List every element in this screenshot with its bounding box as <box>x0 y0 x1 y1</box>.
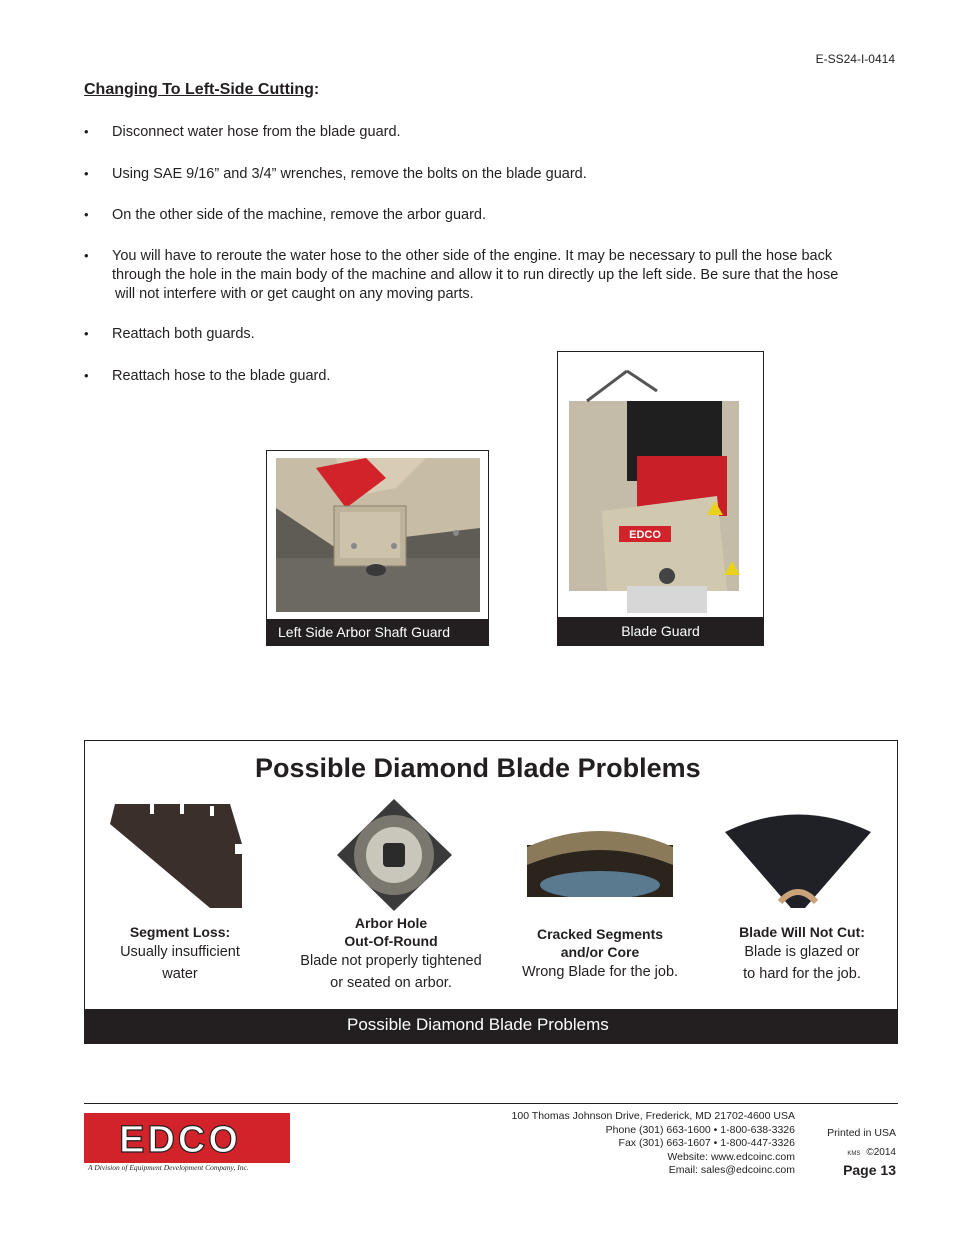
blade-guard-figure <box>557 351 764 646</box>
arbor-hole-photo <box>337 799 452 911</box>
cracked-segments-photo <box>527 825 673 897</box>
problem-heading: and/or Core <box>560 944 640 960</box>
problem-heading: Out-Of-Round <box>344 933 438 949</box>
footer-contact <box>480 1110 795 1178</box>
document-code: E-SS24-I-0414 <box>815 52 895 66</box>
page-number: Page 13 <box>843 1162 896 1178</box>
problem-description: or seated on arbor. <box>330 975 452 991</box>
section-title-colon: : <box>313 81 320 98</box>
blade-guard-caption: Blade Guard <box>558 617 763 645</box>
list-item-text: Reattach both guards. <box>112 326 255 342</box>
blade-will-not-cut-photo <box>725 812 871 908</box>
problem-heading: Cracked Segments <box>536 926 664 942</box>
footer-website: Website: www.edcoinc.com <box>667 1150 795 1163</box>
problem-description: Wrong Blade for the job. <box>521 964 679 980</box>
arbor-guard-caption: Left Side Arbor Shaft Guard <box>267 619 488 645</box>
list-item-line: through the hole in the main body of the machine and allow it to run directly up the left side. Be sure that the hose <box>112 267 839 283</box>
arbor-guard-photo <box>276 458 480 612</box>
footer-address-line: 100 Thomas Johnson Drive, Frederick, MD 21702-4600 USA <box>511 1110 795 1122</box>
bullet-icon: • <box>84 207 89 222</box>
list-item-line: will not interfere with or get caught on any moving parts. <box>115 286 474 302</box>
footer-fax: Fax (301) 663-1607 • 1-800-447-3326 <box>618 1137 795 1149</box>
problem-description: to hard for the job. <box>743 966 861 982</box>
problem-description: Blade not properly tightened <box>300 953 482 969</box>
blade-problems-title: Possible Diamond Blade Problems <box>255 753 701 783</box>
problem-description: water <box>162 966 198 982</box>
problem-arbor-hole <box>291 914 491 994</box>
bullet-icon: • <box>84 326 89 341</box>
blade-problems-caption: Possible Diamond Blade Problems <box>85 1009 897 1043</box>
kms-mark: KMS <box>847 1151 861 1157</box>
problem-cracked-segments <box>505 925 695 983</box>
copyright <box>800 1147 896 1158</box>
arbor-guard-figure <box>266 450 489 646</box>
list-item-text: On the other side of the machine, remove the arbor guard. <box>112 207 486 223</box>
list-item-text: Reattach hose to the blade guard. <box>112 368 331 384</box>
footer-meta <box>800 1126 896 1178</box>
bullet-icon: • <box>84 166 89 181</box>
footer-divider <box>84 1103 898 1104</box>
problem-description: Usually insufficient <box>120 944 240 960</box>
blade-problems-panel <box>84 740 898 1044</box>
problem-heading: Arbor Hole <box>354 915 428 931</box>
bullet-icon: • <box>84 248 89 263</box>
blade-guard-photo <box>567 361 755 613</box>
footer-tagline: A Division of Equipment Development Company, Inc. <box>88 1163 249 1172</box>
segment-loss-photo <box>110 804 245 908</box>
problem-will-not-cut <box>717 923 887 985</box>
section-title <box>84 81 319 99</box>
footer-phone: Phone (301) 663-1600 • 1-800-638-3326 <box>605 1123 795 1136</box>
problem-segment-loss <box>105 923 255 985</box>
list-item-line: You will have to reroute the water hose to the other side of the engine. It may be necessary to pull the hose back <box>112 248 833 264</box>
copyright-year: ©2014 <box>866 1147 896 1158</box>
machine-brand-label: EDCO <box>629 529 661 541</box>
bullet-icon: • <box>84 368 89 383</box>
bullet-icon: • <box>84 124 89 139</box>
printed-in: Printed in USA <box>827 1127 896 1139</box>
problem-description: Blade is glazed or <box>744 944 860 960</box>
section-title-text: Changing To Left-Side Cutting <box>84 81 314 98</box>
list-item-text <box>112 247 902 304</box>
list-item-text: Using SAE 9/16” and 3/4” wrenches, remove the bolts on the blade guard. <box>112 166 587 182</box>
edco-logo-text: EDCO <box>119 1119 241 1161</box>
list-item-text: Disconnect water hose from the blade guard. <box>112 124 401 140</box>
footer-email: Email: sales@edcoinc.com <box>668 1164 795 1176</box>
problem-heading: Blade Will Not Cut: <box>739 924 865 940</box>
edco-logo <box>84 1113 290 1163</box>
problem-heading: Segment Loss: <box>129 924 231 940</box>
